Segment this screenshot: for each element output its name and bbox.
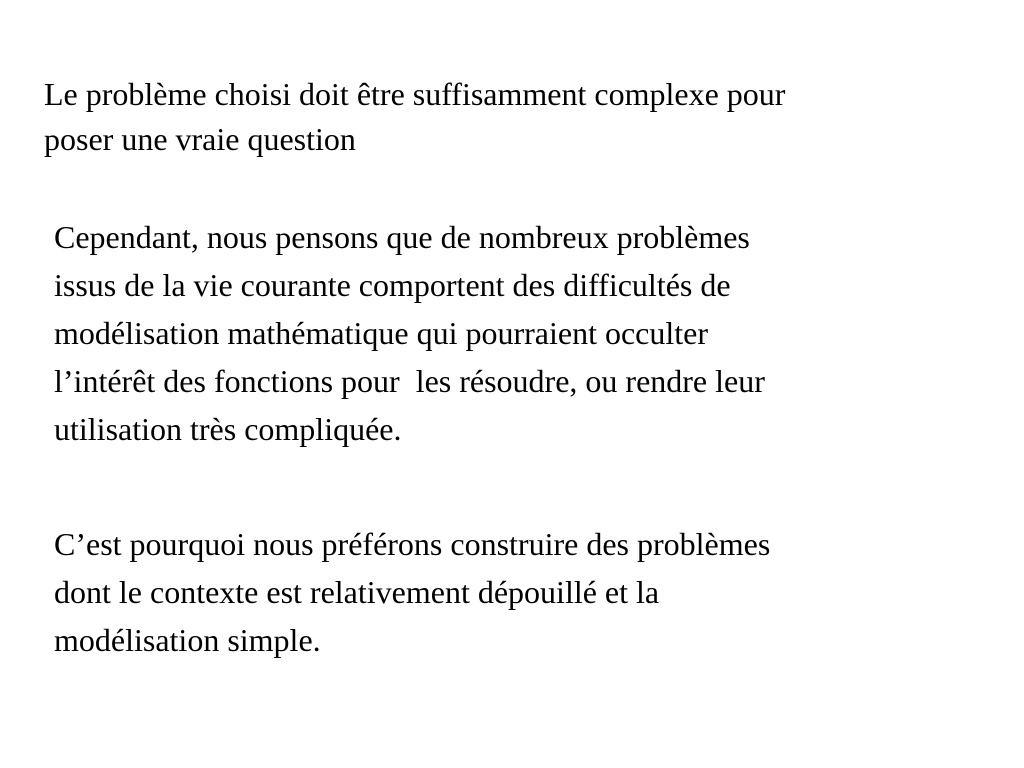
paragraph-conclusion (54, 520, 984, 664)
heading-line: poser une vraie question (44, 121, 356, 157)
paragraph-line: l’intérêt des fonctions pour les résoudre, ou rendre leur (54, 363, 765, 399)
paragraph-line: dont le contexte est relativement dépouillé et la (54, 574, 660, 610)
paragraph-difficulties (54, 213, 984, 453)
heading-line: Le problème choisi doit être suffisamment complexe pour (44, 76, 786, 112)
paragraph-line: issus de la vie courante comportent des difficultés de (54, 267, 731, 303)
slide-heading (44, 72, 994, 162)
paragraph-line: C’est pourquoi nous préférons construire des problèmes (54, 526, 771, 562)
paragraph-line: modélisation mathématique qui pourraient occulter (54, 315, 709, 351)
paragraph-line: Cependant, nous pensons que de nombreux problèmes (54, 219, 750, 255)
paragraph-line: utilisation très compliquée. (54, 411, 402, 447)
paragraph-line: modélisation simple. (54, 622, 321, 658)
